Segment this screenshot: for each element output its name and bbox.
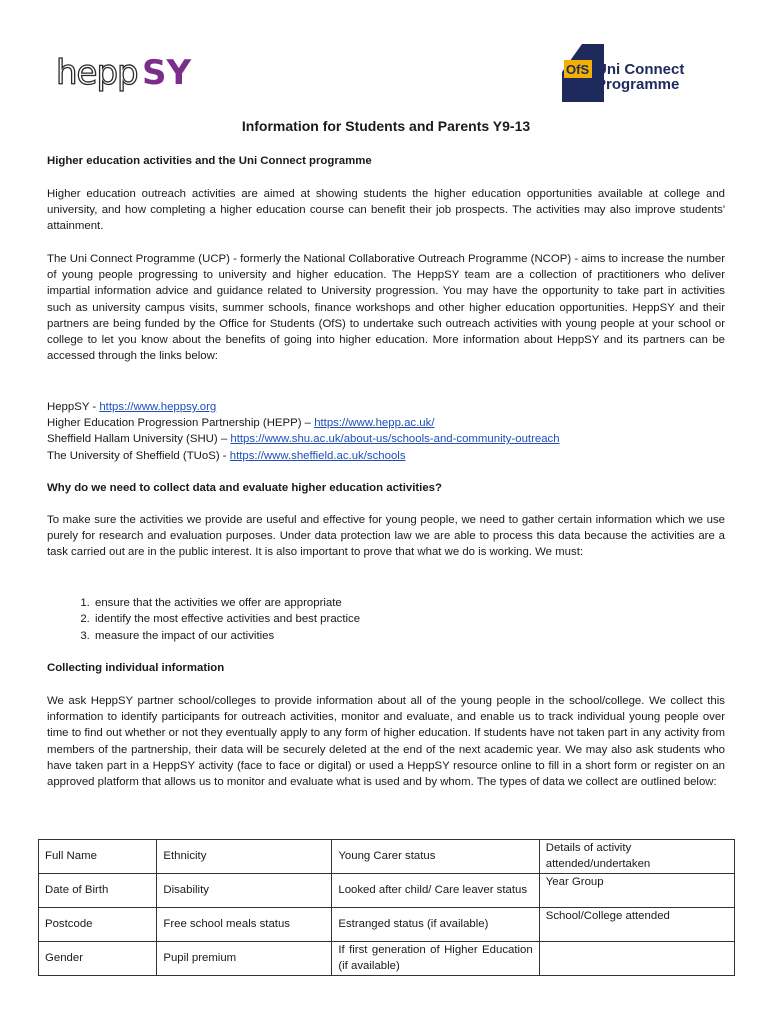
table-cell: Disability — [157, 874, 332, 908]
heppsy-logo — [56, 54, 196, 94]
section-heading-collect: Collecting individual information — [47, 662, 225, 674]
table-cell: Free school meals status — [157, 908, 332, 942]
table-cell: Year Group — [539, 874, 734, 908]
link-line: The University of Sheffield (TUoS) - https://www.sheffield.ac.uk/schools — [47, 449, 406, 462]
table-cell: Pupil premium — [157, 942, 332, 976]
data-types-table — [38, 839, 735, 976]
table-row — [39, 840, 735, 874]
list-item: 2. identify the most effective activities and best practice — [93, 611, 360, 627]
tuos-link[interactable]: https://www.sheffield.ac.uk/schools — [229, 449, 406, 462]
uni-connect-logo — [562, 44, 732, 102]
table-cell: Young Carer status — [332, 840, 539, 874]
heppsy-link[interactable]: https://www.heppsy.org — [99, 401, 217, 413]
table-cell: Gender — [39, 942, 157, 976]
paragraph-why: To make sure the activities we provide are useful and effective for young people, we need to gather certain information which we use purely for research and evaluation purposes. Under data protection law we are able to process this data because the activities are a task carried out are in the public interest. It is also important to prove that what we do is working. We must: — [47, 514, 725, 559]
table-cell: Details of activity attended/undertaken — [539, 840, 734, 874]
table-cell: Postcode — [39, 908, 157, 942]
list-item: 1. ensure that the activities we offer are appropriate — [93, 595, 360, 611]
table-cell: Ethnicity — [157, 840, 332, 874]
table-row — [39, 874, 735, 908]
table-cell: School/College attended — [539, 908, 734, 942]
table-cell: Full Name — [39, 840, 157, 874]
table-cell: Estranged status (if available) — [332, 908, 539, 942]
shu-link[interactable]: https://www.shu.ac.uk/about-us/schools-and-community-outreach — [230, 433, 560, 446]
table-row — [39, 908, 735, 942]
page-title: Information for Students and Parents Y9-13 — [241, 118, 531, 134]
link-line: HeppSY - https://www.heppsy.org — [47, 401, 217, 413]
table-row — [39, 942, 735, 976]
uni-connect-text: Uni Connect — [596, 61, 685, 78]
ofs-badge: OfS — [566, 62, 590, 77]
partner-links — [47, 399, 725, 464]
heppsy-logo-accent: SY — [142, 54, 192, 93]
heppsy-logo-main: hepp — [56, 54, 138, 93]
section-heading-he: Higher education activities and the Uni Connect programme — [47, 155, 372, 167]
table-cell — [539, 942, 734, 976]
table-cell: If first generation of Higher Education (if available) — [332, 942, 539, 976]
link-line: Higher Education Progression Partnership (HEPP) – https://www.hepp.ac.uk/ — [47, 417, 435, 430]
paragraph-collect: We ask HeppSY partner school/colleges to provide information about all of the young people in the school/college. We collect this information to identify participants for outreach activities, monitor and evaluate, and enable us to track individual young people over time to find out whether or not they eventually apply to any form of higher education. If students have not taken part in any activity from members of the partnership, their data will be securely deleted at the end of the next academic year. We may also ask students who have taken part in a HeppSY activity (face to face or digital) or used a HeppSY resource online to fill in a short form or register on an approved platform that allows us to monitor and evaluate what is used and by whom. The types of data we collect are outlined below: — [47, 695, 725, 789]
table-cell: Date of Birth — [39, 874, 157, 908]
paragraph-he-2: The Uni Connect Programme (UCP) - formerly the National Collaborative Outreach Programme (NCOP) - aims to increase the number of young people progressing to university and higher education. The HeppSY team are a collection of practitioners who deliver impartial information advice and guidance related to University progression. You may have the opportunity to take part in activities such as university campus visits, summer schools, finance workshops and other higher education opportunities. HeppSY and their partners are being funded by the Office for Students (OfS) to undertake such outreach activities with young people at your school or college to let you know about the benefits of going into higher education. More information about HeppSY and its partners can be accessed through the links below: — [47, 253, 725, 363]
must-list — [47, 595, 360, 644]
table-cell: Looked after child/ Care leaver status — [332, 874, 539, 908]
paragraph-he-1: Higher education outreach activities are aimed at showing students the higher education opportunities available at college and university, and how completing a higher education course can benefit their job prospects. The activities may also improve students' attainment. — [47, 188, 725, 233]
link-line: Sheffield Hallam University (SHU) – https://www.shu.ac.uk/about-us/schools-and-community-outreach — [47, 433, 560, 446]
hepp-link[interactable]: https://www.hepp.ac.uk/ — [314, 417, 435, 430]
list-item: 3. measure the impact of our activities — [93, 628, 360, 644]
programme-text: Programme — [596, 76, 680, 93]
section-heading-why: Why do we need to collect data and evaluate higher education activities? — [47, 482, 442, 494]
